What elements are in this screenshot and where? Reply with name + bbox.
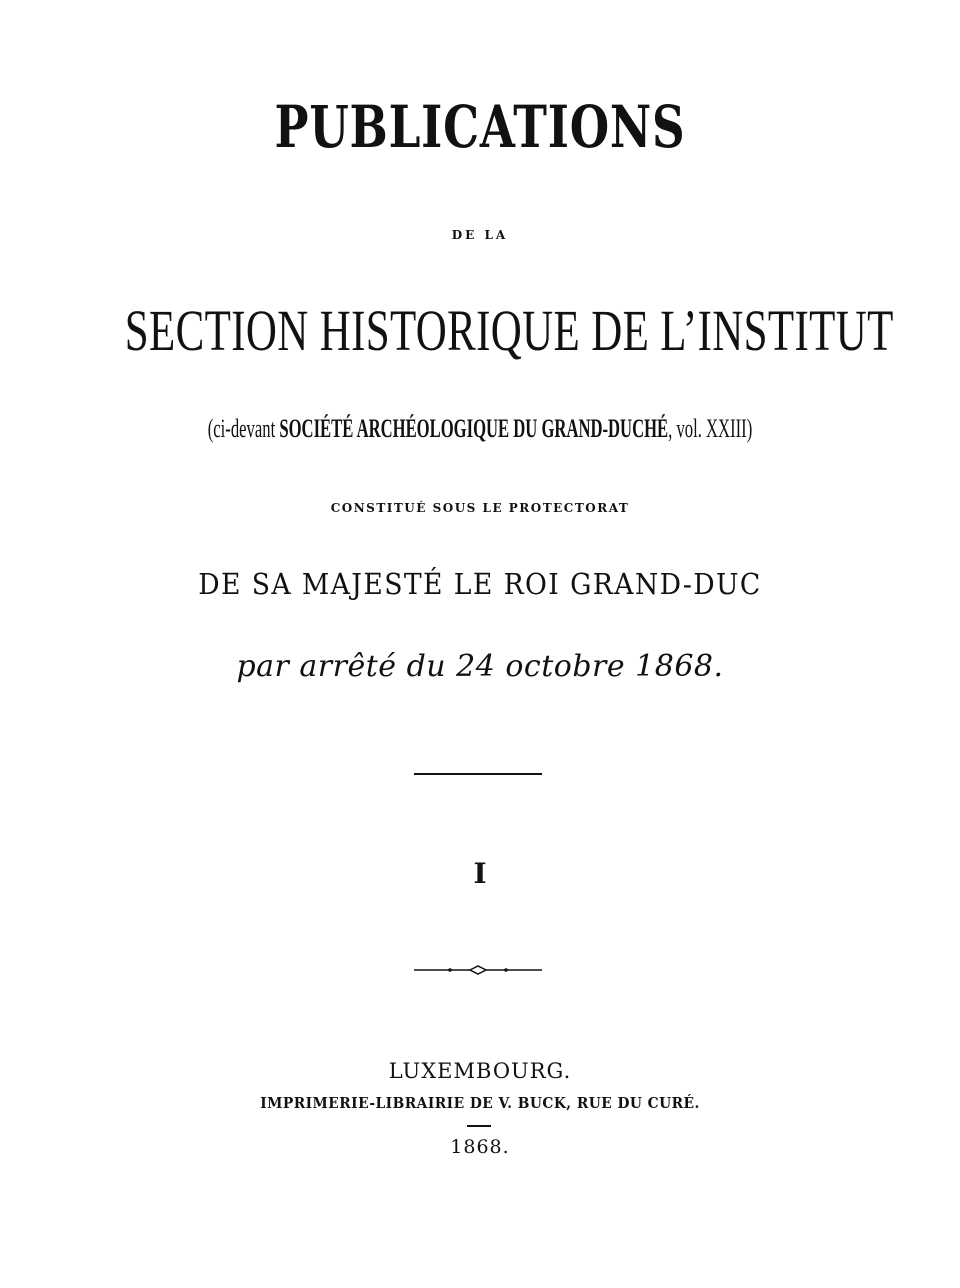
former-name-suffix: , vol. XXIII): [668, 414, 753, 443]
imprint-dash: [467, 1125, 491, 1127]
former-society-name: SOCIÉTÉ ARCHÉOLOGIQUE DU GRAND-DUCHÉ: [279, 414, 669, 443]
volume-number: I: [473, 857, 487, 890]
imprint-printer: IMPRIMERIE-LIBRAIRIE DE V. BUCK, RUE DU CURÉ.: [260, 1094, 700, 1112]
de-la-line: DE LA: [451, 228, 509, 242]
majesty-line: DE SA MAJESTÉ LE ROI GRAND-DUC: [198, 567, 762, 601]
former-name-line: [173, 416, 787, 442]
protectorate-line: CONSTITUÉ SOUS LE PROTECTORAT: [330, 501, 630, 515]
imprint-year: 1868.: [450, 1136, 510, 1158]
publication-title: PUBLICATIONS: [274, 93, 686, 161]
separator-rule: [414, 773, 542, 775]
section-heading: SECTION HISTORIQUE DE L’INSTITUT: [124, 298, 894, 363]
imprint-city: LUXEMBOURG.: [388, 1059, 572, 1083]
former-name-prefix: (ci-devant: [207, 414, 280, 443]
decree-date-line: par arrêté du 24 octobre 1868.: [236, 649, 724, 684]
ornament-rule: [414, 962, 542, 978]
